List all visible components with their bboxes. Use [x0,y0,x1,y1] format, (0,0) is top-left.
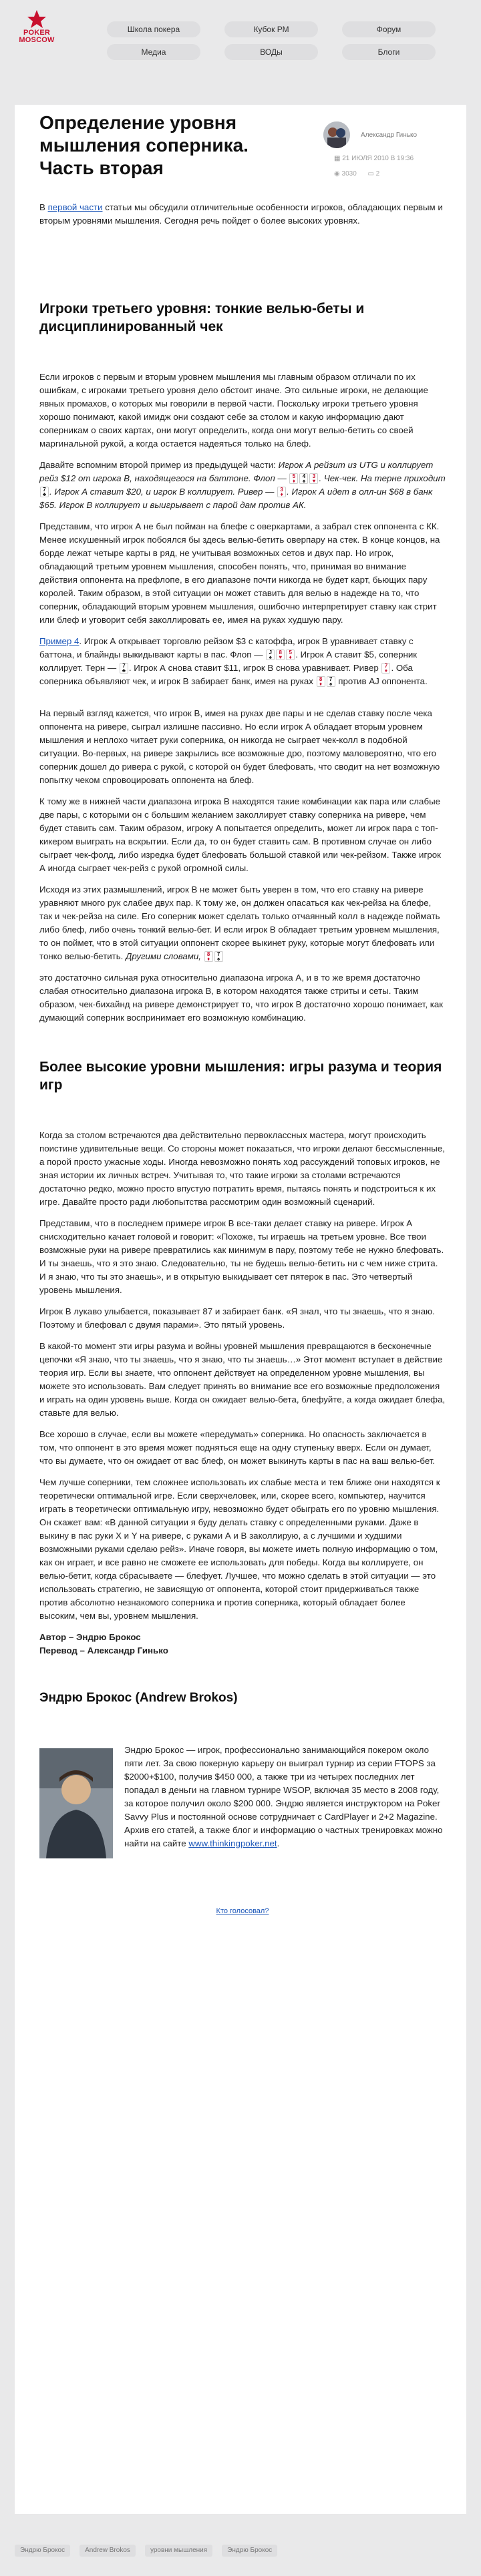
paragraph-9: Игрок В лукаво улыбается, показывает 87 и забирает банк. «Я знал, что ты знаешь, что я знаю. Поэтому и блефовал с двумя парами». Это пятый уровень. [39,1306,435,1330]
paragraph-5-body: Исходя из этих размышлений, игрок В не может быть уверен в том, что его ставку на ривере уравняют много рук слабее двух пар. К тому же, он должен опасаться как чек-рейза на блефе, так и чек-рейза на силе. Его соперник может сделать только отчаянный колл в надежде поймать либо блеф, либо очень тонкий велью-бет. И если игрок В обладает третьим уровнем мышления, то он поймет, что в этой ситуации оппонент скорее выкинет руку, которые могут блефовать или тонко велью-бетить. [39,884,440,961]
intro-rest: статьи мы обсудили отличительные особенности игроков, обладающих первым и вторым уровнями мышления. Сегодня речь пойдет о более высоких уровнях. [39,202,443,226]
example-1-setup: Игрок А рейзит из UTG и коллирует рейз $12 от игрока В, находящегося на баттоне. Флоп — [39,460,434,483]
logo-text-poker: POKER [23,29,51,37]
playing-card: J ♠ [266,650,275,660]
nav-media[interactable]: Медиа [107,44,200,60]
paragraph-5-tail: Другими словами, [123,951,201,961]
tag-item[interactable]: уровни мышления [145,2545,212,2557]
thinkingpoker-link[interactable]: www.thinkingpoker.net [188,1838,277,1848]
tag-item[interactable]: Эндрю Брокос [222,2545,277,2557]
credits [39,1631,446,1657]
who-voted-link[interactable]: Кто голосовал? [216,1907,269,1915]
paragraph-3: На первый взгляд кажется, что игрок В, имея на руках две пары и не сделав ставку после чека оппонента на ривере, сыграл излишне пассивно. Но если игрок А обладает вторым уровнем мышления и неплохо читает руки соперника, он никогда не сыграет чек-колл в подобной ситуации. Во-первых, на ривере закрылись все возможные дро, поэтому маловероятно, что его соперник дошел до ривера с рукой, с которой он будет блефовать, что сводит на нет возможную попытку чеком спровоцировать оппонента на блеф. [39,708,440,785]
playing-card: 8 ♥ [276,650,285,660]
playing-card: 7 ♠ [214,951,223,962]
article-meta [323,121,446,178]
post-stats [334,170,446,178]
bio-photo [39,1748,113,1858]
author-bio [39,1691,446,1945]
playing-card: 4 ♠ [299,473,308,484]
author-portrait-icon [39,1748,113,1858]
example-1-river: . Игрок А ставит $20, и игрок В коллирует. Ривер — [49,487,275,497]
bio-heading: Эндрю Брокос (Andrew Brokos) [39,1691,238,1705]
nav-blogs[interactable]: Блоги [342,44,436,60]
comments-count[interactable]: 2 [375,170,380,178]
article [39,110,446,1945]
intro-prefix: В [39,202,48,212]
paragraph-8: Представим, что в последнем примере игрок В все-таки делает ставку на ривере. Игрок А снисходительно качает головой и говорит: «Похоже, ты играешь на третьем уровне. Все твои возможные руки на ривере превратились как минимум в пару, поэтому тебе не нужно блефовать. И ты знаешь, что я это знаю. Следовательно, ты не будешь велью-бетить ни с чем ниже стрита. И я знаю, что ты это знаешь», и в открытую выкидывает сет пятерок в пас. Это четвертый уровень мышления. [39,1218,444,1295]
example-4-result: против AJ оппонента. [335,676,428,686]
logo-text-moscow: MOSCOW [19,36,55,44]
star-logo-icon [27,9,47,29]
playing-card: 7 ♦ [381,663,390,674]
example-4-river: . Игрок А снова ставит $11, игрок В снова уравнивает. Ривер [128,663,379,673]
paragraph-6: это достаточно сильная рука относительно диапазона игрока А, и в то же время достаточно слабая относительно диапазона игрока В, в котором находятся также стриты и сеты. Таким образом, чек-бихайнд на ривере демонстрирует то, что игрок В достаточно хорошо понимает, как думающий соперник воспринимает его возможную комбинацию. [39,973,444,1023]
nav-forum[interactable]: Форум [342,21,436,37]
author-name[interactable]: Александр Гинько [361,131,418,139]
post-date-text: 21 ИЮЛЯ 2010 В 19:36 [342,155,414,162]
playing-card: 3 ♦ [277,487,286,497]
paragraph-12: Чем лучше соперники, тем сложнее использовать их слабые места и тем ближе они находятся к теоретически оптимальной игре. Если сверхчеловек, или, скорее всего, компьютер, научится играть в теоретически оптимальную игру, невозможно будет обыграть его по уровню мышления. Он скажет вам: «В данной ситуации я буду делать ставку с определенными руками. Даже в выкину в пас руки X и Y на ривере, с руками А и В заколлирую, а с лучшими и худшими возможными руками сделаю рейз». Иначе говоря, вы можете иметь полную информацию о том, как он играет, и все равно не сможете ее использовать для победы. Когда вы коллируете, он велью-бетит, когда сбрасываете — блефует. Лучшее, что можно сделать в этой ситуации — это использовать стратегию, не зависящую от оппонента, которой стоит придерживаться также против абсолютно незнакомого соперника и против соперника, который обладает более высоким, чем вы, уровнем мышления. [39,1477,440,1621]
paragraph-2: Представим, что игрок А не был пойман на блефе с оверкартами, а забрал стек оппонента с КК. Менее искушенный игрок побоялся бы здесь велью-бетить оверпару на стек. В конце концов, на борде лежат четыре карты в ряд, не учитывая возможных сетов и двух пар. Но игрок, обладающий третьим уровнем мышления, способен понять, что, принимая во внимание действия оппонента на префлопе, в его диапазоне почти никогда не будет карт, бьющих пару королей. Таким образом, в этой ситуации он может ставить для велью в надежде на то, что соперник, обладающий вторым уровнем мышления, ошибочно интерпретирует ставку как стрит или блеф и уговорит себя заколлировать ее, имея на руках худшую пару. [39,521,440,625]
site-logo[interactable] [16,9,57,44]
example-4-label[interactable]: Пример 4 [39,636,79,646]
example-1-lead: Давайте вспомним второй пример из предыдущей части: [39,460,279,470]
site-header [0,0,481,72]
playing-card: 5 ♦ [286,650,295,660]
paragraph-5 [39,883,446,963]
example-1-result: . Игрок А идет в олл-ин $68 в банк $65. Игрок В коллирует и выигрывает с парой дам против АК. [39,487,433,510]
paragraph-11: Все хорошо в случае, если вы можете «передумать» соперника. Но опасность заключается в том, что оппонент в это время может подняться еще на одну ступеньку вверх. Если он думает, что вы думаете, что он ожидает от вас блеф, он может выкинуть карты в пас на ваш велью-бет. [39,1429,436,1466]
playing-card: 7 ♠ [327,676,335,687]
example-4-setup: . Игрок А открывает торговлю рейзом $3 с катоффа, игрок В уравнивает ставку с баттона, и блайнды выкидывают карты в пас. Флоп — [39,636,414,660]
intro-paragraph [39,201,446,228]
paragraph-7: Когда за столом встречаются два действительно первоклассных мастера, могут происходить поистине удивительные вещи. Со стороны может показаться, что игроки делают бессмысленные, а порой просто ужасные ходы. Иногда невозможно понять ход рассуждений топовых игроков, не зная истории их личных встреч. Учитывая то, что такие игроки за столами встречаются достаточно редко, можно просто впустую потратить время, пытаясь понять и подстроиться к их игре. Давайте просто ради любопытства рассмотрим один возможный сценарий. [39,1130,445,1207]
tag-item[interactable]: Andrew Brokos [79,2545,136,2557]
bio-end: . [277,1838,280,1848]
example-4-turn: . Игрок А ставит $5, соперник коллирует. Терн — [39,650,418,673]
calendar-icon: ▦ [334,155,341,162]
author-avatar[interactable] [323,121,350,148]
credit-author: Автор – Эндрю Брокос [39,1632,141,1642]
playing-card: 8 ♦ [317,676,325,687]
bio-text: Эндрю Брокос — игрок, профессионально занимающийся покером около пяти лет. За свою покерную карьеру он выиграл турнир из серии FTOPS за $2000+$100, получив $450 000, а также три из четырех последних лет попадал в деньги на главном турнире WSOP, включая 35 место в 2008 году, за которое получил около $200 000. Эндрю является инструктором на Poker Savvy Plus и постоянной основе сотрудничает с CardPlayer и 2+2 Magazine. Архив его статей, а также блог и информацию о частных тренировках можно найти на сайте [124,1745,443,1848]
playing-card: 7 ♣ [120,663,128,674]
section-heading-third-level: Игроки третьего уровня: тонкие велью-беты и дисциплинированный чек [39,301,365,334]
nav-vods[interactable]: ВОДы [224,44,318,60]
playing-card: 5 ♦ [289,473,298,484]
paragraph-10: В какой-то момент эти игры разума и войны уровней мышления превращаются в бесконечные цепочки «Я знаю, что ты знаешь, что я знаю, что ты знаешь…» Этот момент вступает в действие теория игр. Если вы знаете, что оппонент действует на определенном уровне мышления, вы можете это использовать. Вам следует принять во внимание все его возможные предположения и играть на один уровень выше. Когда он ожидает велью-бета, блефуйте, а когда ожидает блефа, ставьте для велью. [39,1341,446,1418]
playing-card: 3 ♥ [309,473,318,484]
bio-text-block [124,1744,446,1850]
example-hand-4 [39,635,446,688]
tag-item[interactable]: Эндрю Брокос [15,2545,70,2557]
post-date [334,155,446,162]
credit-translator: Перевод – Александр Гинько [39,1645,168,1655]
paragraph-1: Если игроков с первым и вторым уровнем мышления мы главным образом отличали по их ошибкам, с игроками третьего уровня дело обстоит иначе. Это сильные игроки, не делающие явных промахов, о которых мы говорили в первой части. Поскольку игроки третьего уровня хорошо понимают, какой имидж они создают себе за столом и какую информацию дают соперникам о своих картах, они могут определить, когда они могут велью-бетить со своей маргинальной рукой, а когда остается надеяться только на блеф. [39,372,428,449]
playing-card: 8 ♦ [204,951,213,962]
first-part-link[interactable]: первой части [47,202,103,212]
main-nav [107,21,436,60]
playing-card: 7 ♣ [40,487,49,497]
section-heading-higher-levels: Более высокие уровни мышления: игры разума и теория игр [39,1059,442,1093]
article-card [15,105,466,2514]
example-1-turn: . Чек-чек. На терне приходит [319,473,446,483]
nav-poker-school[interactable]: Школа покера [107,21,200,37]
nav-pm-cup[interactable]: Кубок РМ [224,21,318,37]
example-4-check: . Оба соперника объявляют чек, и игрок В забирает банк, имея на руках [39,663,413,686]
comment-icon[interactable]: ▭ [367,170,374,178]
author-photo-icon [323,121,350,148]
example-hand-1 [39,459,446,512]
paragraph-4: К тому же в нижней части диапазона игрока В находятся такие комбинации как пара или слабые две пары, с которыми он с большим желанием заколлирует ставку соперника на ривере, чем будет ставить сам. Таким образом, игроку А попытается определить, может ли игрок пара с топ-кикером выиграть на вскрытии. Если да, то он будет ставить сам. В противном случае он либо сыграет чек-фолд, либо изредка будет блефовать большой ставкой или чек-рейзом. Также игрок А иногда сыграет чек-рейз с рукой огромной силы. [39,796,441,873]
eye-icon: ◉ [334,170,340,178]
article-title: Определение уровня мышления соперника. Часть вторая [39,112,249,178]
views-count: 3030 [341,170,357,178]
bio-paragraph [124,1744,446,1850]
tag-list [15,2545,287,2557]
